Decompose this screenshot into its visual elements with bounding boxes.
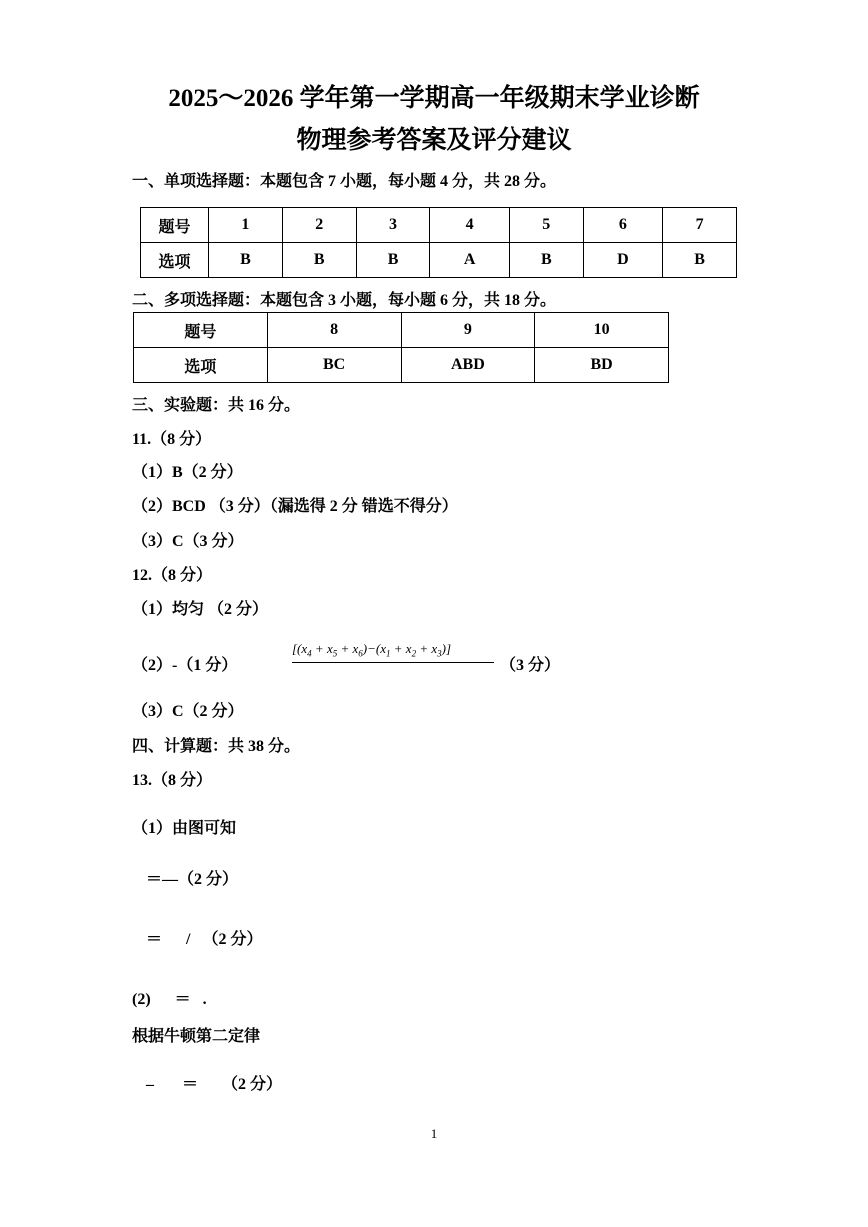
question-number: 3 — [356, 208, 430, 243]
q12-answer-1: （1）均匀 （2 分） — [132, 601, 269, 618]
q12-answer-3: （3）C（2 分） — [132, 703, 244, 720]
row-label: 选项 — [141, 243, 209, 278]
row-label: 选项 — [134, 348, 268, 383]
title-line-1: 2025～2026 学年第一学期高一年级期末学业诊断 — [168, 85, 700, 112]
q13-line-3: ＝ / （2 分） — [146, 931, 263, 948]
question-number: 7 — [663, 208, 737, 243]
q11-answer-3: （3）C（3 分） — [132, 533, 244, 550]
question-number: 8 — [267, 313, 401, 348]
table-row — [134, 348, 669, 383]
formula-numerator: $[(x_4 + x_5 + x_6)-(x_1 + x_2 + x_3)]$ — [292, 641, 452, 659]
answer-cell: B — [282, 243, 356, 278]
row-label: 题号 — [141, 208, 209, 243]
q12-label: 12.（8 分） — [132, 567, 213, 584]
question-number: 4 — [430, 208, 509, 243]
question-number: 6 — [583, 208, 662, 243]
table-row — [141, 243, 737, 278]
single-choice-answer-table — [140, 207, 737, 278]
q12-answer-2-right: （3 分） — [500, 657, 561, 674]
q11-answer-2: （2）BCD （3 分）（漏选得 2 分 错选不得分） — [132, 498, 458, 515]
table-row — [141, 208, 737, 243]
answer-cell: BD — [535, 348, 669, 383]
acceleration-formula — [292, 641, 494, 663]
q13-line-6: – ＝ （2 分） — [146, 1076, 283, 1093]
answer-cell: A — [430, 243, 509, 278]
fraction-bar — [292, 662, 494, 663]
question-number: 1 — [209, 208, 283, 243]
title-line-2: 物理参考答案及评分建议 — [296, 127, 572, 154]
section2-heading: 二、多项选择题：本题包含 3 小题，每小题 6 分，共 18 分。 — [132, 292, 557, 309]
answer-cell: B — [509, 243, 583, 278]
question-number: 2 — [282, 208, 356, 243]
q13-line-4: (2) ＝ . — [132, 991, 207, 1008]
question-number: 5 — [509, 208, 583, 243]
q13-line-1: （1）由图可知 — [132, 820, 237, 837]
answer-cell: ABD — [401, 348, 535, 383]
q13-label: 13.（8 分） — [132, 772, 213, 789]
page-number: 1 — [430, 1126, 438, 1141]
answer-cell: D — [583, 243, 662, 278]
q12-answer-2-left: （2）-（1 分） — [132, 657, 238, 674]
table-row — [134, 313, 669, 348]
section1-heading: 一、单项选择题：本题包含 7 小题，每小题 4 分，共 28 分。 — [132, 173, 557, 190]
answer-cell: BC — [267, 348, 401, 383]
multiple-choice-answer-table — [133, 312, 669, 383]
q11-label: 11.（8 分） — [132, 431, 212, 448]
question-number: 9 — [401, 313, 535, 348]
q11-answer-1: （1）B（2 分） — [132, 464, 243, 481]
section4-heading: 四、计算题：共 38 分。 — [132, 738, 301, 755]
answer-cell: B — [356, 243, 430, 278]
section3-heading: 三、实验题：共 16 分。 — [132, 397, 301, 414]
answer-cell: B — [663, 243, 737, 278]
answer-cell: B — [209, 243, 283, 278]
q13-line-5: 根据牛顿第二定律 — [132, 1028, 261, 1045]
question-number: 10 — [535, 313, 669, 348]
row-label: 题号 — [134, 313, 268, 348]
q13-line-2: ＝—（2 分） — [146, 871, 239, 888]
